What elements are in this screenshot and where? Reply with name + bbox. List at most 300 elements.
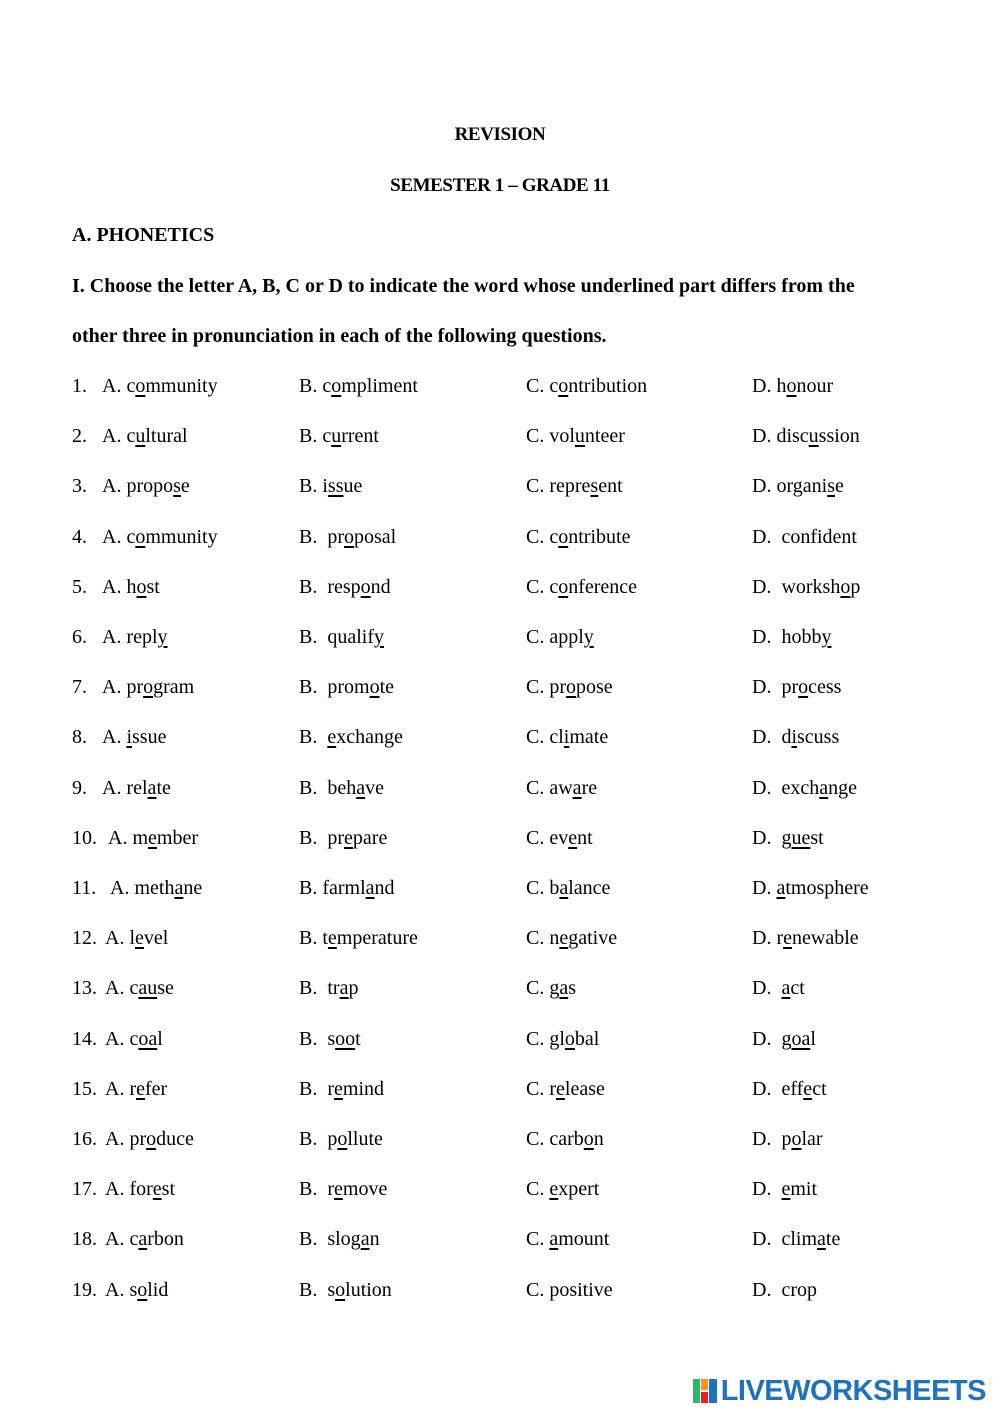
option-label: A.	[102, 575, 127, 598]
word-part: p	[850, 575, 861, 598]
option-label: D.	[752, 726, 782, 749]
word-part: r	[549, 1077, 557, 1100]
option-b[interactable]	[299, 977, 358, 1000]
underlined-part: o	[337, 1128, 348, 1150]
underlined-part: ss	[327, 475, 344, 498]
option-d[interactable]	[752, 526, 857, 549]
option-b[interactable]	[299, 726, 403, 749]
option-label: D.	[752, 375, 777, 397]
word-part: vel	[143, 927, 169, 950]
word-part: qualif	[327, 626, 374, 648]
option-label: B.	[299, 877, 323, 899]
option-c[interactable]	[526, 526, 630, 549]
word-part: xpert	[558, 1178, 600, 1201]
word-part: lease	[564, 1077, 605, 1100]
option-a[interactable]	[102, 576, 160, 599]
word-part: move	[342, 1178, 388, 1201]
word-part: c	[126, 525, 136, 548]
underlined-part: o	[135, 375, 146, 397]
option-label: A.	[102, 776, 127, 799]
option-b[interactable]	[299, 626, 384, 649]
option-a[interactable]	[105, 1128, 194, 1151]
underlined-part: a	[138, 1228, 148, 1251]
underlined-part: o	[335, 1278, 346, 1301]
word-part: n	[549, 927, 560, 950]
underlined-part: o	[360, 575, 371, 598]
word-part: nge	[828, 776, 857, 799]
word-part: nour	[796, 375, 834, 397]
option-label: C.	[526, 375, 550, 397]
word-part: for	[129, 1178, 153, 1201]
word-part: c	[549, 575, 559, 598]
instruction-line-1: I. Choose the letter A, B, C or D to indicate the word whose underlined part differs from the	[72, 275, 855, 297]
word-part: repl	[126, 626, 158, 648]
underlined-part: a	[572, 776, 582, 799]
word-part: prom	[327, 676, 370, 699]
word-part: ntribute	[568, 525, 631, 548]
liveworksheets-logo-icon	[693, 1379, 717, 1403]
word-part: appl	[549, 626, 584, 648]
option-label: D.	[752, 877, 777, 899]
option-label: A.	[105, 927, 130, 950]
option-label: C.	[526, 1228, 550, 1251]
option-a[interactable]	[105, 1178, 175, 1201]
word-part: s	[568, 977, 577, 1000]
word-part: p	[327, 1128, 338, 1150]
option-b[interactable]	[299, 475, 362, 498]
option-label: C.	[526, 626, 550, 648]
option-c[interactable]	[526, 1178, 599, 1201]
word-part: gative	[568, 927, 618, 950]
underlined-part: o	[840, 575, 851, 598]
underlined-part: a	[776, 877, 786, 899]
word-part: scuss	[797, 726, 840, 749]
word-part: mpliment	[341, 375, 418, 397]
underlined-part: e	[135, 927, 144, 950]
underlined-part: o	[791, 1128, 802, 1150]
word-part: c	[129, 1027, 139, 1050]
brand-logo	[693, 1374, 986, 1408]
option-label: B.	[299, 1077, 328, 1100]
option-c[interactable]	[526, 777, 597, 800]
option-label: A.	[102, 375, 127, 397]
option-b[interactable]	[299, 777, 384, 800]
option-c[interactable]	[526, 626, 594, 649]
word-part: clim	[781, 1228, 817, 1251]
option-d[interactable]	[752, 1228, 840, 1251]
word-part: posal	[354, 525, 397, 548]
word-part: mperature	[336, 927, 418, 950]
option-label: C.	[526, 1027, 550, 1050]
question-row	[72, 375, 952, 405]
word-part: aw	[549, 776, 573, 799]
option-c[interactable]	[526, 475, 623, 498]
word-part: farml	[322, 877, 366, 899]
option-label: D.	[752, 575, 782, 598]
underlined-part: a	[360, 1228, 370, 1251]
underlined-part: o	[143, 676, 154, 699]
word-part: eff	[781, 1077, 804, 1100]
option-label: A.	[108, 826, 133, 849]
question-number: 6.	[72, 626, 87, 648]
underlined-part: o	[798, 676, 809, 699]
word-part: xchange	[336, 726, 403, 749]
word-part: nteer	[584, 425, 625, 448]
word-part: n	[593, 1128, 604, 1150]
question-row	[72, 576, 952, 606]
option-a[interactable]	[102, 475, 190, 498]
underlined-part: y	[157, 626, 168, 648]
option-d[interactable]	[752, 726, 839, 749]
option-b[interactable]	[299, 1178, 387, 1201]
option-label: B.	[299, 375, 323, 397]
question-row	[72, 1279, 952, 1309]
word-part: llute	[347, 1128, 383, 1150]
option-b[interactable]	[299, 425, 379, 448]
word-part: resp	[327, 575, 361, 598]
word-part: l	[810, 1027, 816, 1050]
option-label: D.	[752, 626, 782, 648]
option-label: A.	[105, 1027, 130, 1050]
option-label: D.	[752, 1027, 782, 1050]
option-a[interactable]	[105, 1028, 163, 1051]
word-part: pare	[352, 826, 388, 849]
word-part: r	[327, 1077, 335, 1100]
word-part: pose	[576, 676, 613, 699]
option-b[interactable]	[299, 1078, 384, 1101]
option-b[interactable]	[299, 1279, 392, 1302]
option-a[interactable]	[108, 827, 198, 850]
option-d[interactable]	[752, 1028, 816, 1051]
question-row	[72, 1128, 952, 1158]
option-label: C.	[526, 826, 550, 849]
underlined-part: a	[819, 776, 829, 799]
question-number: 13.	[72, 977, 97, 1000]
option-c[interactable]	[526, 676, 613, 699]
question-row	[72, 877, 952, 907]
word-part: nd	[374, 877, 395, 899]
option-a[interactable]	[102, 375, 218, 398]
question-number: 7.	[72, 676, 87, 699]
word-part: ent	[598, 475, 623, 498]
word-part: positive	[549, 1278, 613, 1301]
option-b[interactable]	[299, 1028, 361, 1051]
underlined-part: s	[827, 475, 835, 498]
question-number: 12.	[72, 927, 97, 950]
word-part: beh	[327, 776, 357, 799]
underlined-part: o	[344, 525, 355, 548]
underlined-part: o	[369, 676, 380, 699]
option-label: D.	[752, 1228, 782, 1251]
word-part: repre	[549, 475, 591, 498]
word-part: hobb	[781, 626, 822, 648]
option-c[interactable]	[526, 1028, 599, 1051]
word-part: cl	[549, 726, 564, 749]
word-part: lance	[568, 877, 611, 899]
word-part: r	[776, 927, 784, 950]
word-part: mate	[569, 726, 609, 749]
word-part: l	[129, 927, 136, 950]
question-number: 18.	[72, 1228, 97, 1251]
underlined-part: au	[138, 977, 158, 1000]
word-part: b	[549, 877, 560, 899]
word-part: m	[132, 826, 149, 849]
option-d[interactable]	[752, 977, 805, 1000]
word-part: tmosphere	[785, 877, 869, 899]
option-d[interactable]	[752, 375, 833, 398]
option-d[interactable]	[752, 1078, 827, 1101]
question-number: 5.	[72, 575, 87, 598]
word-part: worksh	[781, 575, 841, 598]
word-part: c	[322, 425, 332, 448]
option-b[interactable]	[299, 526, 396, 549]
option-label: B.	[299, 1228, 328, 1251]
option-b[interactable]	[299, 676, 394, 699]
option-b[interactable]	[299, 927, 418, 950]
word-part: c	[126, 375, 136, 397]
option-b[interactable]	[299, 1228, 380, 1251]
word-part: s	[327, 1027, 336, 1050]
option-d[interactable]	[752, 1279, 817, 1302]
option-label: C.	[526, 575, 550, 598]
option-a[interactable]	[105, 1279, 168, 1302]
word-part: pr	[327, 525, 345, 548]
word-part: newable	[792, 927, 859, 950]
option-b[interactable]	[299, 576, 391, 599]
word-part: r	[327, 1178, 335, 1201]
word-part: meth	[134, 877, 175, 899]
word-part: lution	[345, 1278, 392, 1301]
option-d[interactable]	[752, 777, 857, 800]
option-label: B.	[299, 626, 328, 648]
option-c[interactable]	[526, 375, 647, 398]
option-label: C.	[526, 1178, 550, 1201]
option-a[interactable]	[102, 626, 168, 649]
word-part: d	[781, 726, 792, 749]
word-part: c	[322, 375, 332, 397]
underlined-part: e	[803, 1077, 813, 1100]
underlined-part: i	[791, 726, 798, 749]
option-a[interactable]	[102, 777, 171, 800]
underlined-part: o	[558, 375, 569, 397]
option-d[interactable]	[752, 927, 859, 950]
option-label: C.	[526, 776, 550, 799]
question-number: 2.	[72, 425, 87, 448]
underlined-part: oo	[335, 1027, 356, 1050]
option-a[interactable]	[102, 425, 188, 448]
word-part: crop	[781, 1278, 817, 1301]
option-d[interactable]	[752, 827, 824, 850]
option-label: D.	[752, 1077, 782, 1100]
option-label: C.	[526, 1278, 550, 1301]
word-part: rrent	[341, 425, 379, 448]
word-part: mind	[342, 1077, 385, 1100]
word-part: fer	[145, 1077, 168, 1100]
underlined-part: a	[781, 977, 791, 1000]
option-c[interactable]	[526, 726, 608, 749]
option-d[interactable]	[752, 475, 844, 498]
question-row	[72, 927, 952, 957]
word-part: st	[810, 826, 824, 849]
option-d[interactable]	[752, 1178, 817, 1201]
option-c[interactable]	[526, 977, 576, 1000]
word-part: ct	[812, 1077, 827, 1100]
option-d[interactable]	[752, 1128, 823, 1151]
word-part: g	[781, 1027, 792, 1050]
option-d[interactable]	[752, 626, 831, 649]
option-label: A.	[102, 676, 127, 699]
word-part: i	[322, 475, 328, 498]
underlined-part: a	[174, 877, 184, 899]
question-number: 16.	[72, 1128, 97, 1150]
question-number: 17.	[72, 1178, 97, 1201]
option-label: A.	[105, 1228, 130, 1251]
underlined-part: o	[135, 525, 146, 548]
question-row	[72, 977, 952, 1007]
underlined-part: o	[566, 676, 577, 699]
underlined-part: e	[781, 1178, 791, 1201]
option-c[interactable]	[526, 425, 625, 448]
word-part: e	[180, 475, 190, 498]
option-a[interactable]	[105, 1228, 184, 1251]
option-d[interactable]	[752, 576, 860, 599]
word-part: s	[129, 1278, 138, 1301]
underlined-part: e	[783, 927, 793, 950]
option-c[interactable]	[526, 576, 637, 599]
word-part: ue	[343, 475, 363, 498]
option-label: B.	[299, 826, 328, 849]
word-part: e	[834, 475, 844, 498]
underlined-part: e	[549, 1178, 559, 1201]
option-a[interactable]	[102, 526, 218, 549]
word-part: rbon	[147, 1228, 184, 1251]
word-part: t	[355, 1027, 361, 1050]
word-part: duce	[156, 1128, 194, 1150]
word-part: pr	[126, 676, 144, 699]
question-number: 4.	[72, 525, 87, 548]
option-c[interactable]	[526, 1128, 604, 1151]
underlined-part: oa	[791, 1027, 811, 1050]
question-row	[72, 1178, 952, 1208]
question-number: 8.	[72, 726, 87, 749]
word-part: mmunity	[145, 375, 218, 397]
option-a[interactable]	[102, 726, 166, 749]
word-part: ne	[183, 877, 203, 899]
word-part: ev	[549, 826, 569, 849]
question-number: 10.	[72, 826, 97, 849]
option-label: A.	[105, 1178, 130, 1201]
underlined-part: i	[563, 726, 570, 749]
option-a[interactable]	[110, 877, 202, 900]
word-part: pr	[129, 1128, 147, 1150]
underlined-part: a	[365, 877, 375, 899]
question-row	[72, 425, 952, 455]
question-number: 9.	[72, 776, 87, 799]
word-part: p	[348, 977, 359, 1000]
underlined-part: o	[583, 1128, 594, 1150]
option-b[interactable]	[299, 1128, 383, 1151]
option-label: A.	[102, 525, 127, 548]
underlined-part: y	[821, 626, 832, 648]
word-part: mber	[156, 826, 198, 849]
underlined-part: o	[137, 1278, 148, 1301]
underlined-part: o	[786, 375, 797, 397]
option-label: D.	[752, 776, 782, 799]
underlined-part: e	[556, 1077, 565, 1100]
word-part: nd	[370, 575, 391, 598]
word-part: ssion	[818, 425, 860, 448]
question-number: 14.	[72, 1027, 97, 1050]
question-row	[72, 475, 952, 505]
option-c[interactable]	[526, 1279, 613, 1302]
underlined-part: e	[136, 1077, 146, 1100]
option-label: C.	[526, 877, 550, 899]
option-b[interactable]	[299, 375, 418, 398]
underlined-part: e	[568, 826, 578, 849]
word-part: re	[581, 776, 598, 799]
option-a[interactable]	[105, 1078, 167, 1101]
underlined-part: e	[559, 927, 569, 950]
underlined-part: e	[344, 826, 353, 849]
option-d[interactable]	[752, 425, 860, 448]
option-d[interactable]	[752, 676, 841, 699]
option-label: A.	[105, 1128, 130, 1150]
word-part: te	[156, 776, 171, 799]
word-part: l	[157, 1027, 163, 1050]
word-part: mmunity	[145, 525, 218, 548]
question-row	[72, 1028, 952, 1058]
underlined-part: a	[356, 776, 366, 799]
underlined-part: oa	[138, 1027, 158, 1050]
underlined-part: ue	[791, 826, 811, 849]
option-label: B.	[299, 977, 328, 1000]
option-c[interactable]	[526, 927, 617, 950]
word-part: se	[157, 977, 174, 1000]
option-c[interactable]	[526, 1228, 609, 1251]
option-label: B.	[299, 1178, 328, 1201]
option-label: B.	[299, 927, 323, 950]
option-label: A.	[102, 726, 127, 749]
word-part: pr	[549, 676, 567, 699]
word-part: mit	[790, 1178, 818, 1201]
option-b[interactable]	[299, 827, 387, 850]
option-label: D.	[752, 977, 782, 1000]
underlined-part: u	[135, 425, 146, 448]
word-part: te	[825, 1228, 841, 1251]
option-label: C.	[526, 1077, 550, 1100]
underlined-part: o	[564, 1027, 575, 1050]
option-c[interactable]	[526, 827, 593, 850]
word-part: confident	[781, 525, 857, 548]
word-part: st	[146, 575, 160, 598]
instruction-line-2: other three in pronunciation in each of the following questions.	[72, 325, 607, 347]
question-row	[72, 777, 952, 807]
option-a[interactable]	[105, 977, 174, 1000]
option-a[interactable]	[102, 676, 194, 699]
underlined-part: a	[559, 877, 569, 899]
word-part: ltural	[145, 425, 188, 448]
option-c[interactable]	[526, 1078, 605, 1101]
option-c[interactable]	[526, 877, 610, 900]
underlined-part: a	[817, 1228, 826, 1251]
word-part: c	[129, 1228, 139, 1251]
option-d[interactable]	[752, 877, 869, 900]
question-row	[72, 726, 952, 756]
word-part: pr	[327, 826, 345, 849]
option-b[interactable]	[299, 877, 395, 900]
option-label: C.	[526, 927, 550, 950]
option-a[interactable]	[105, 927, 168, 950]
